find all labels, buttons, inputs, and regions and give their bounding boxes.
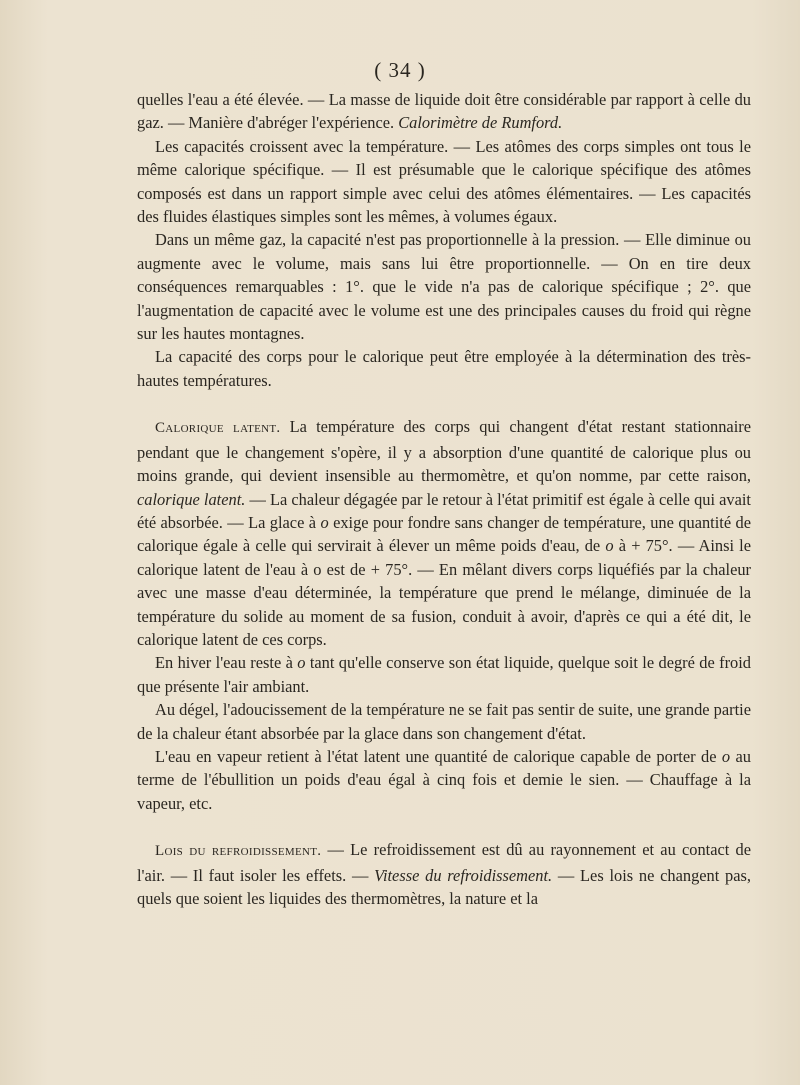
page-body — [137, 88, 751, 910]
paragraph-calorique-latent: Calorique latent. La température des corps qui changent d'état restant stationnaire pendant que le changement s'opère, il y a absorption d'une quantité de calorique plus ou moins grande, qui devient insensible au thermomètre, et qu'on nomme, par cette raison, calorique latent. — La chaleur dégagée par le retour à l'état primitif est égale à celle qui avait été absorbée. — La glace à o exige pour fondre sans changer de température, une quantité de calorique égale à celle qui servirait à élever un même poids d'eau, de o à + 75°. — Ainsi le calorique latent de l'eau à o est de + 75°. — En mêlant divers corps liquéfiés par la chaleur avec une masse d'eau déterminée, la température que prend le mélange, diminuée de la température du solide au moment de sa fusion, conduit à avoir, d'après ce qui a été dit, le calorique latent de ces corps. — [137, 417, 752, 649]
calorimeter-reference: Calorimètre de Rumford. — [398, 113, 563, 133]
section-heading-lois-refroidissement: Lois du refroidissement. — [155, 843, 322, 860]
section-heading-calorique-latent: Calorique latent. — [155, 420, 281, 437]
paragraph-2: Les capacités croissent avec la température. — Les atômes des corps simples ont tous le même calorique spécifique. — Il est présumable que le calorique spécifique des atômes composés est dans un rapport simple avec celui des atômes élémentaires. — Les capacités des fluides élastiques simples sont les mêmes, à volumes égaux. — [137, 136, 751, 227]
paragraph-3: Dans un même gaz, la capacité n'est pas proportionnelle à la pression. — Elle diminue ou augmente avec le volume, mais sans lui être proportionnelle. — On en tire deux conséquences remarquables : 1°. que le vide n'a pas de calorique spécifique ; 2°. que l'augmentation de capacité avec le volume est une des principales causes du froid qui règne sur les hautes montagnes. — [137, 230, 751, 344]
paragraph-hiver: En hiver l'eau reste à o tant qu'elle conserve son état liquide, quelque soit le degré de froid que présente l'air ambiant. — [137, 653, 751, 696]
paragraph-4: La capacité des corps pour le calorique peut être employée à la détermination des très-hautes températures. — [137, 347, 751, 390]
paragraph-lois-refroidissement: Lois du refroidissement. — Le refroidissement est dû au rayonnement et au contact de l'air. — Il faut isoler les effets. — Vitesse du refroidissement. — Les lois ne changent pas, quels que soient les liquides des thermomètres, la nature et la — [137, 840, 752, 908]
paragraph-1: quelles l'eau a été élevée. — La masse de liquide doit être considérable par rapport à celle du gaz. — Manière d'abréger l'expérience. Calorimètre de Rumford. — [137, 90, 751, 133]
page-number: ( 34 ) — [374, 58, 426, 82]
paragraph-degel: Au dégel, l'adoucissement de la température ne se fait pas sentir de suite, une grande partie de la chaleur étant absorbée par la glace dans son changement d'état. — [137, 700, 751, 743]
paragraph-vapeur: L'eau en vapeur retient à l'état latent une quantité de calorique capable de porter de o au terme de l'ébullition un poids d'eau égal à cinq fois et demie le sien. — Chauffage à la vapeur, etc. — [137, 746, 751, 813]
